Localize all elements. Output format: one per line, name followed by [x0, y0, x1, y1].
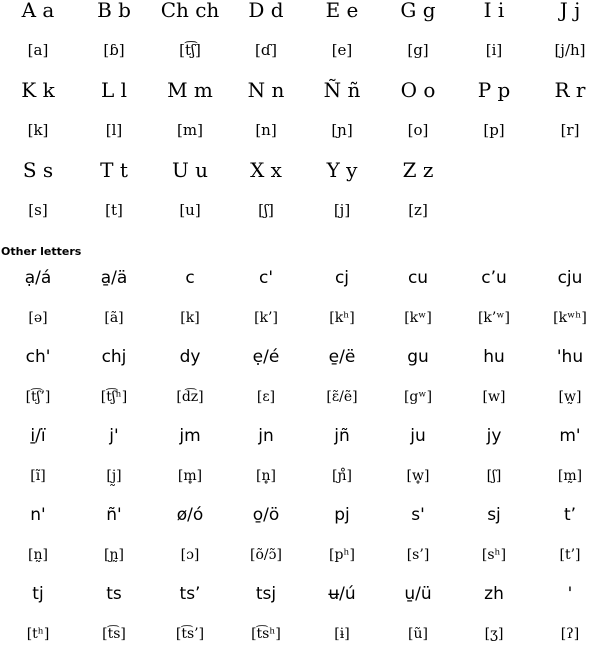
- ipa-cell: [m̥]: [152, 466, 228, 506]
- letter-cell: sj: [456, 505, 532, 545]
- letter-cell: J j: [532, 0, 608, 40]
- ipa-cell: [ɲ̰]: [76, 545, 152, 585]
- ipa-cell: [i]: [456, 40, 532, 80]
- letter-cell: S s: [0, 160, 76, 200]
- letter-cell: dy: [152, 347, 228, 387]
- ipa-cell: [p]: [456, 120, 532, 160]
- ipa-cell: [ɔ]: [152, 545, 228, 585]
- ipa-cell: [g]: [380, 40, 456, 80]
- letter-cell: ju: [380, 426, 456, 466]
- letter-cell: E e: [304, 0, 380, 40]
- letter-cell: N n: [228, 80, 304, 120]
- letter-cell: Ñ ñ: [304, 80, 380, 120]
- letter-cell: T t: [76, 160, 152, 200]
- ipa-cell: [m]: [152, 120, 228, 160]
- letter-cell: c: [152, 268, 228, 308]
- ipa-cell: [tʰ]: [0, 624, 76, 663]
- letter-cell: zh: [456, 584, 532, 624]
- ipa-row: [0, 624, 608, 663]
- ipa-cell: [ʃ]: [456, 466, 532, 506]
- ipa-cell: [õ/ɔ̃]: [228, 545, 304, 585]
- letter-cell: n': [0, 505, 76, 545]
- letter-cell: ạ/á: [0, 268, 76, 308]
- letter-cell: cju: [532, 268, 608, 308]
- letter-cell: j': [76, 426, 152, 466]
- ipa-cell: [s’]: [380, 545, 456, 585]
- letter-cell: ts: [76, 584, 152, 624]
- ipa-cell: [w̰]: [532, 387, 608, 427]
- letter-cell: ts’: [152, 584, 228, 624]
- letter-row: [0, 160, 608, 200]
- letter-cell: ñ': [76, 505, 152, 545]
- letter-cell: A a: [0, 0, 76, 40]
- ipa-cell: [t’]: [532, 545, 608, 585]
- ipa-cell: [n̰]: [0, 545, 76, 585]
- ipa-cell: [ã]: [76, 308, 152, 348]
- letter-cell: D d: [228, 0, 304, 40]
- letter-cell: Z z: [380, 160, 456, 200]
- ipa-row: [0, 466, 608, 506]
- ipa-cell: [ə]: [0, 308, 76, 348]
- ipa-cell: [pʰ]: [304, 545, 380, 585]
- letter-cell: i̱/ï: [0, 426, 76, 466]
- ipa-cell: [l]: [76, 120, 152, 160]
- letter-cell: ẹ/é: [228, 347, 304, 387]
- letter-cell: o̱/ö: [228, 505, 304, 545]
- letter-cell: K k: [0, 80, 76, 120]
- letter-cell: O o: [380, 80, 456, 120]
- ipa-cell: [n]: [228, 120, 304, 160]
- ipa-cell: [ʒ]: [456, 624, 532, 663]
- ipa-cell: [ɨ]: [304, 624, 380, 663]
- letter-row: [0, 584, 608, 624]
- letter-cell: c’u: [456, 268, 532, 308]
- ipa-row: [0, 387, 608, 427]
- letter-cell: U u: [152, 160, 228, 200]
- ipa-cell: [ɛ]: [228, 387, 304, 427]
- letter-cell: u̱/ü: [380, 584, 456, 624]
- ipa-cell: [k’ʷ]: [456, 308, 532, 348]
- ipa-row: [0, 545, 608, 585]
- letter-cell: ch': [0, 347, 76, 387]
- letter-cell: a̱/ä: [76, 268, 152, 308]
- letter-cell: m': [532, 426, 608, 466]
- letter-cell: jn: [228, 426, 304, 466]
- ipa-row: [0, 120, 608, 160]
- ipa-cell: [t͡s’]: [152, 624, 228, 663]
- other-letters-table: [0, 268, 608, 663]
- ipa-row: [0, 308, 608, 348]
- ipa-cell: [j̰]: [76, 466, 152, 506]
- ipa-cell: [k’]: [228, 308, 304, 348]
- ipa-cell: [w]: [456, 387, 532, 427]
- letter-cell: G g: [380, 0, 456, 40]
- letter-row: [0, 505, 608, 545]
- ipa-cell: [ũ]: [380, 624, 456, 663]
- ipa-cell: [m̰]: [532, 466, 608, 506]
- ipa-cell: [t͡ʃ]: [152, 40, 228, 80]
- letter-cell: B b: [76, 0, 152, 40]
- letter-cell: tsj: [228, 584, 304, 624]
- ipa-row: [0, 200, 608, 240]
- letter-cell: s': [380, 505, 456, 545]
- letter-cell: jm: [152, 426, 228, 466]
- ipa-cell: [r]: [532, 120, 608, 160]
- letter-cell: pj: [304, 505, 380, 545]
- letter-row: [0, 347, 608, 387]
- letter-row: [0, 80, 608, 120]
- ipa-cell: [t]: [76, 200, 152, 240]
- letter-cell: cj: [304, 268, 380, 308]
- letter-cell: ʉ/ú: [304, 584, 380, 624]
- ipa-cell: [ɲ]: [304, 120, 380, 160]
- ipa-cell: [ʔ]: [532, 624, 608, 663]
- ipa-cell: [kʰ]: [304, 308, 380, 348]
- ipa-cell: [sʰ]: [456, 545, 532, 585]
- ipa-cell: [t͡ʃ’]: [0, 387, 76, 427]
- ipa-cell: [kʷ]: [380, 308, 456, 348]
- letter-cell: hu: [456, 347, 532, 387]
- letter-cell: gu: [380, 347, 456, 387]
- letter-cell: ø/ó: [152, 505, 228, 545]
- ipa-cell: [k]: [0, 120, 76, 160]
- main-alphabet-table: [0, 0, 608, 240]
- ipa-row: [0, 40, 608, 80]
- letter-cell: I i: [456, 0, 532, 40]
- letter-cell: P p: [456, 80, 532, 120]
- ipa-cell: [o]: [380, 120, 456, 160]
- letter-cell: c': [228, 268, 304, 308]
- ipa-cell: [j/h]: [532, 40, 608, 80]
- letter-cell: M m: [152, 80, 228, 120]
- ipa-cell: [t͡sʰ]: [228, 624, 304, 663]
- letter-cell: R r: [532, 80, 608, 120]
- ipa-cell: [ɲ̊]: [304, 466, 380, 506]
- letter-cell: L l: [76, 80, 152, 120]
- ipa-cell: [s]: [0, 200, 76, 240]
- letter-cell: tj: [0, 584, 76, 624]
- letter-cell: t’: [532, 505, 608, 545]
- section-title-other-letters: Other letters: [1, 245, 81, 258]
- ipa-cell: [ʃ]: [228, 200, 304, 240]
- ipa-cell: [t͡s]: [76, 624, 152, 663]
- letter-cell: X x: [228, 160, 304, 200]
- ipa-cell: [n̥]: [228, 466, 304, 506]
- letter-cell: jy: [456, 426, 532, 466]
- ipa-cell: [w̥]: [380, 466, 456, 506]
- ipa-cell: [u]: [152, 200, 228, 240]
- ipa-cell: [z]: [380, 200, 456, 240]
- ipa-cell: [e]: [304, 40, 380, 80]
- letter-cell: jñ: [304, 426, 380, 466]
- ipa-cell: [a]: [0, 40, 76, 80]
- ipa-cell: [ĩ]: [0, 466, 76, 506]
- letter-cell: e̱/ë: [304, 347, 380, 387]
- letter-cell: cu: [380, 268, 456, 308]
- ipa-cell: [ɗ]: [228, 40, 304, 80]
- letter-cell: chj: [76, 347, 152, 387]
- ipa-cell: [kʷʰ]: [532, 308, 608, 348]
- letter-cell: Y y: [304, 160, 380, 200]
- ipa-cell: [j]: [304, 200, 380, 240]
- letter-cell: ': [532, 584, 608, 624]
- letter-row: [0, 268, 608, 308]
- ipa-cell: [k]: [152, 308, 228, 348]
- ipa-cell: [t͡ʃʰ]: [76, 387, 152, 427]
- ipa-cell: [ɓ]: [76, 40, 152, 80]
- ipa-cell: [d͡z]: [152, 387, 228, 427]
- letter-cell: Ch ch: [152, 0, 228, 40]
- ipa-cell: [ɛ̃/ẽ]: [304, 387, 380, 427]
- letter-cell: 'hu: [532, 347, 608, 387]
- letter-row: [0, 0, 608, 40]
- letter-row: [0, 426, 608, 466]
- ipa-cell: [gʷ]: [380, 387, 456, 427]
